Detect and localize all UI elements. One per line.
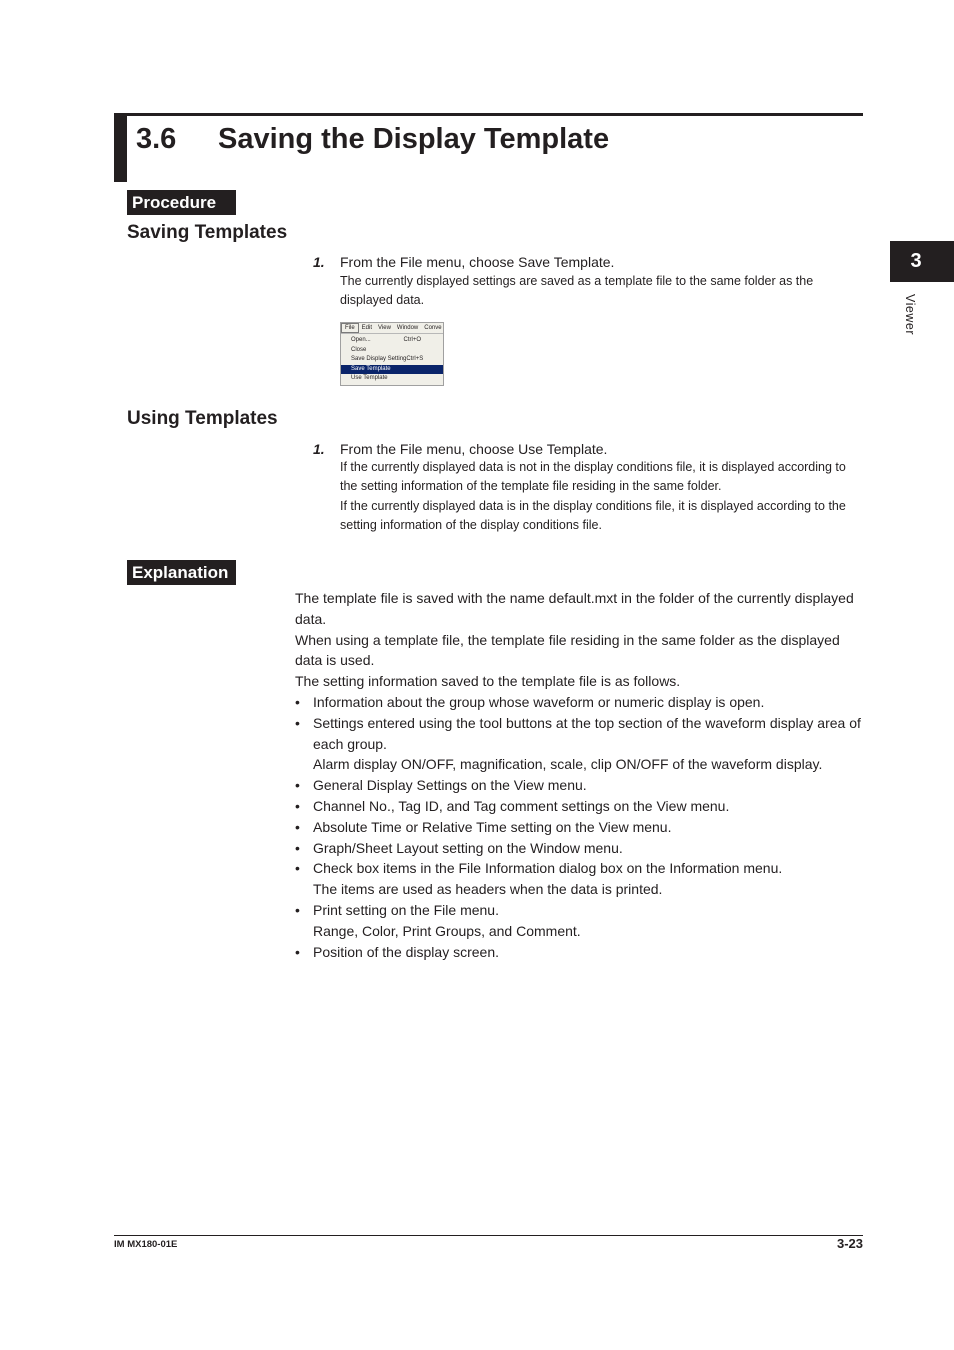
bullet-icon: •: [295, 777, 300, 794]
menu-item-label: Open...: [351, 337, 371, 343]
chapter-number: 3: [910, 250, 922, 272]
menu-edit: Edit: [361, 325, 373, 331]
list-item-text: Graph/Sheet Layout setting on the Window menu.: [313, 839, 623, 856]
bullet-icon: •: [295, 797, 300, 814]
menu-item-use-template: [341, 374, 443, 384]
list-item: [295, 713, 867, 775]
menu-item-label: Save Template: [351, 365, 391, 372]
menu-window: Window: [396, 325, 419, 331]
section-number: 3.6: [136, 123, 177, 155]
page-title: Saving the Display Template: [218, 123, 610, 155]
explanation-para-1: The template file is saved with the name default.mxt in the folder of the currently displayed data.: [295, 590, 854, 627]
bullet-icon: •: [295, 714, 300, 731]
list-item-text: Channel No., Tag ID, and Tag comment settings on the View menu.: [313, 797, 730, 814]
menu-item-save-template: [341, 365, 443, 375]
bullet-icon: •: [295, 818, 300, 835]
procedure-label: Procedure: [127, 190, 236, 215]
list-item-text: Position of the display screen.: [313, 943, 499, 960]
file-menu-dropdown: [341, 334, 443, 384]
list-item-subtext: Range, Color, Print Groups, and Comment.: [313, 922, 581, 939]
bullet-icon: •: [295, 860, 300, 877]
bullet-icon: •: [295, 693, 300, 710]
chapter-tab: [890, 241, 954, 282]
saving-step-text: From the File menu, choose Save Template.: [340, 254, 615, 270]
list-item: [295, 692, 867, 713]
saving-step-desc-text: The currently displayed settings are saved as a template file to the same folder as the displayed data.: [340, 274, 814, 308]
bullet-icon: •: [295, 839, 300, 856]
list-item: [295, 838, 867, 859]
explanation-label: Explanation: [127, 560, 236, 585]
menu-item-open: [341, 336, 443, 346]
menu-item-save-display-setting: [341, 355, 443, 365]
list-item-subtext: Alarm display ON/OFF, magnification, scale, clip ON/OFF of the waveform display.: [313, 756, 823, 773]
menu-view: View: [378, 325, 391, 331]
list-item: [295, 817, 867, 838]
saving-step-number: 1.: [313, 254, 325, 270]
menu-item-label: Close: [351, 346, 367, 353]
list-item-text: Absolute Time or Relative Time setting on the View menu.: [313, 818, 672, 835]
using-step-text: From the File menu, choose Use Template.: [340, 441, 608, 457]
menu-conve: Conve: [424, 325, 442, 331]
list-item: [295, 858, 867, 900]
using-step-description: [340, 458, 865, 535]
using-templates-heading: Using Templates: [127, 408, 278, 429]
menu-item-label: Save Display Setting: [351, 356, 407, 362]
section-header-rule: [127, 113, 863, 116]
bullet-icon: •: [295, 943, 300, 960]
list-item: [295, 796, 867, 817]
saving-step-description: [340, 272, 865, 311]
footer-rule: [114, 1235, 863, 1236]
menu-file: File: [341, 323, 359, 333]
list-item: [295, 775, 867, 796]
saved-settings-list: [295, 692, 867, 962]
list-item-text: Check box items in the File Information dialog box on the Information menu.: [313, 860, 783, 877]
list-item-text: Settings entered using the tool buttons at the top section of the waveform display area of each group.: [313, 714, 861, 752]
explanation-para-3: The setting information saved to the template file is as follows.: [295, 673, 681, 690]
menu-item-shortcut: Ctrl+S: [406, 356, 424, 362]
menu-item-shortcut: Ctrl+O: [403, 337, 421, 343]
list-item-text: Print setting on the File menu.: [313, 901, 499, 918]
footer-doc-id: IM MX180-01E: [114, 1239, 178, 1250]
footer-page-number: 3-23: [836, 1236, 863, 1251]
using-step-desc-1: If the currently displayed data is not in the display conditions file, it is displayed according to the setting information of the template file residing in the same folder.: [340, 460, 846, 494]
saving-templates-heading: Saving Templates: [127, 222, 288, 243]
explanation-body: [295, 588, 867, 962]
chapter-side-label: Viewer: [903, 294, 917, 335]
using-step-desc-2: If the currently displayed data is in the display conditions file, it is displayed according to the setting information of the display conditions file.: [340, 498, 846, 532]
list-item: [295, 942, 867, 963]
list-item: [295, 900, 867, 942]
menu-item-label: Use Template: [351, 375, 388, 381]
bullet-icon: •: [295, 901, 300, 918]
list-item-text: Information about the group whose waveform or numeric display is open.: [313, 693, 765, 710]
list-item-text: General Display Settings on the View menu.: [313, 777, 587, 794]
section-header-bar: [114, 113, 127, 182]
menu-item-close: [341, 346, 443, 356]
menu-bar: [341, 323, 443, 334]
using-step-number: 1.: [313, 441, 325, 457]
explanation-para-2: When using a template file, the template file residing in the same folder as the displayed data is used.: [295, 631, 840, 669]
file-menu-screenshot: [340, 322, 444, 386]
list-item-subtext: The items are used as headers when the data is printed.: [313, 881, 663, 898]
